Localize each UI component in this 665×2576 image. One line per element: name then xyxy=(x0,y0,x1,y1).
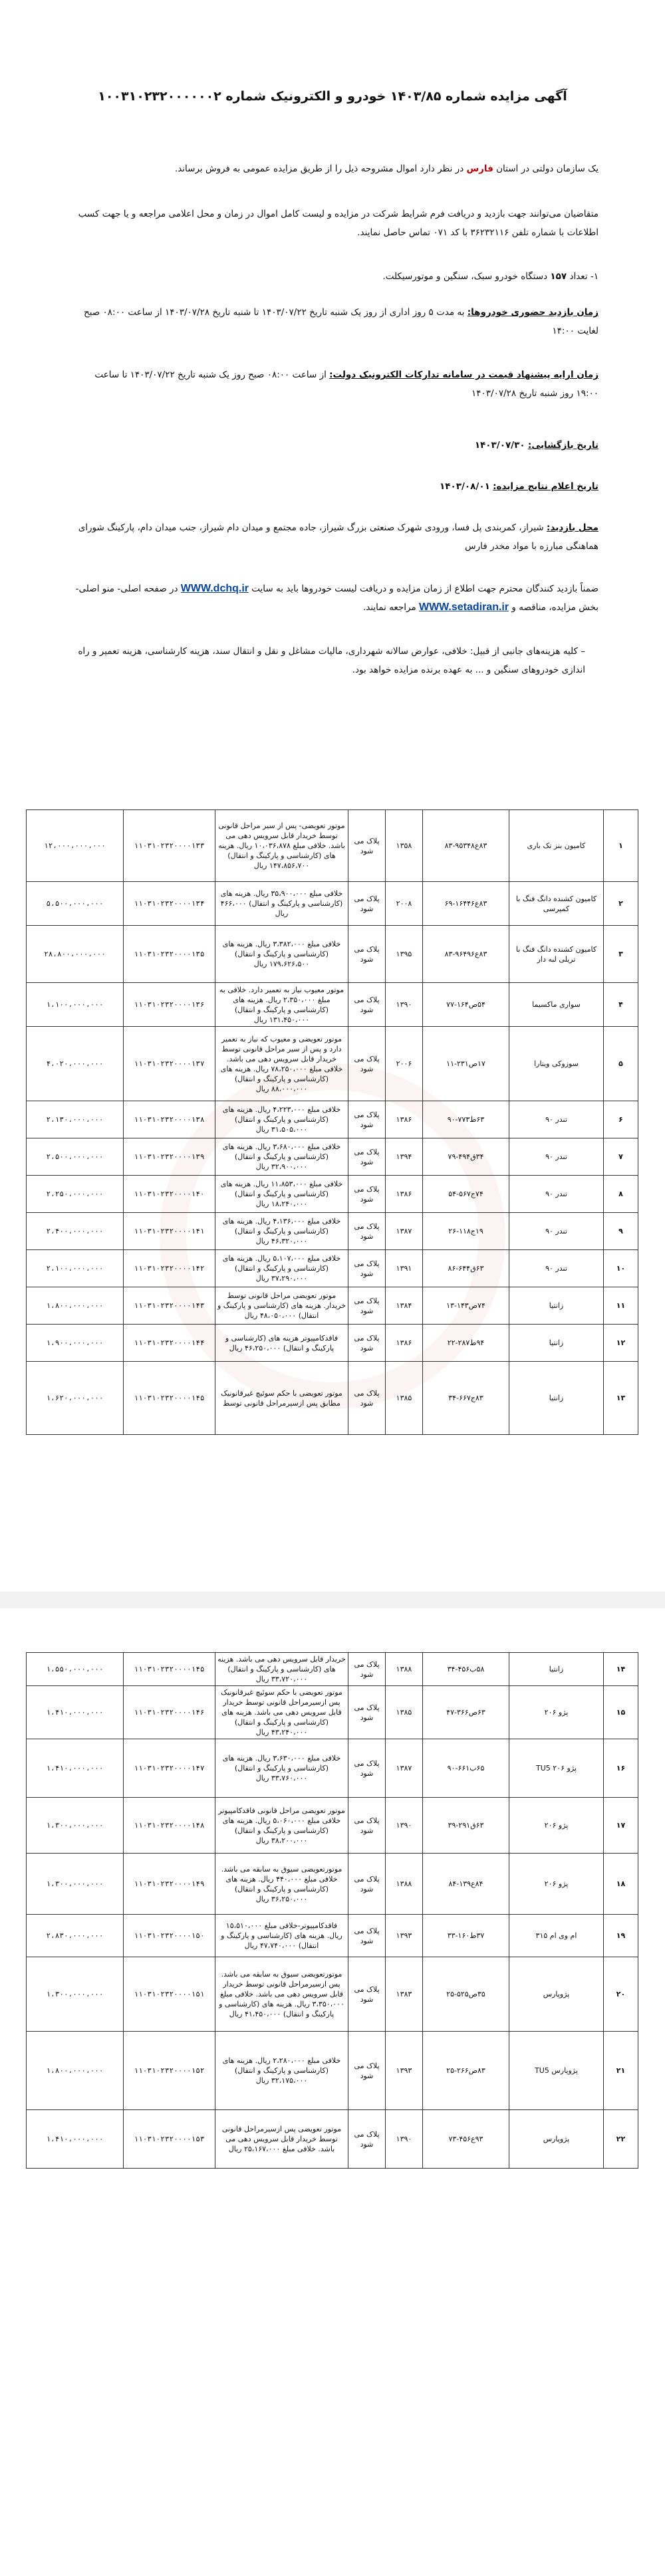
plate-status: پلاک می شود xyxy=(348,1739,386,1798)
vehicle-name: کامیون بنز تک باری xyxy=(509,810,604,882)
plate-status: پلاک می شود xyxy=(348,983,386,1027)
item-code: ۱۱۰۳۱۰۲۳۲۰۰۰۰۱۴۹ xyxy=(124,1854,215,1915)
vehicle-description: موتور تعویضی و معیوب که نیاز به تعمیر دارد و پس از سیر مراحل قانونی توسط خریدار قابل سرویس دهی می باشد. خلافی مبلغ ۷۸،۲۵۰،۰۰۰ ریال. هزینه های (کارشناسی و پارکینگ و انتقال) ۸۸،۰۰۰،۰۰۰ ریال xyxy=(215,1027,348,1101)
item-code: ۱۱۰۳۱۰۲۳۲۰۰۰۰۱۴۵ xyxy=(124,1653,215,1686)
vehicle-description: موتور تعویضی مراحل قانونی فاقدکامپیوتر خلافی مبلغ ۵،۰۶۰،۰۰۰ ریال. هزینه های (کارشناسی و پارکینگ و انتقال) ۳۸،۲۰۰،۰۰۰ ریال xyxy=(215,1798,348,1854)
visit-location-label: محل بازدید: xyxy=(547,522,598,533)
row-number: ۱۸ xyxy=(604,1854,638,1915)
row-number: ۹ xyxy=(604,1213,638,1250)
vehicle-description: خلافی مبلغ ۳،۳۸۲،۰۰۰ ریال. هزینه های (کارشناسی و پارکینگ و انتقال) ۱۷۹،۶۲۶،۵۰۰ ریال xyxy=(215,926,348,983)
table-row xyxy=(27,1686,638,1739)
plate-status: پلاک می شود xyxy=(348,2110,386,2169)
row-number: ۶ xyxy=(604,1101,638,1138)
plate-status: پلاک می شود xyxy=(348,1325,386,1362)
model-year: ۱۳۸۶ xyxy=(386,1101,423,1138)
plate-number: ۶۳ص۳۶۶-۴۷ xyxy=(423,1686,509,1739)
table-row xyxy=(27,1138,638,1176)
table-row xyxy=(27,1362,638,1435)
vehicle-description: موتور معیوب نیاز به تعمیر دارد. خلافی به مبلغ ۲،۳۵۰،۰۰۰ ریال. هزینه های (کارشناسی و پارکینگ و انتقال) ۱۳۱،۴۵۰،۰۰۰ ریال xyxy=(215,983,348,1027)
opening-date xyxy=(73,436,598,455)
vehicle-name: زانتیا xyxy=(509,1653,604,1686)
opening-date-value: ۱۴۰۳/۰۷/۳۰ xyxy=(474,440,525,451)
vehicle-description: خلافی مبلغ ۴،۲۲۳،۰۰۰ ریال. هزینه های (کارشناسی و پارکینگ و انتقال) ۳۱،۵۰۵،۰۰۰ ریال xyxy=(215,1101,348,1138)
page-2 xyxy=(0,1608,665,2576)
model-year: ۱۳۹۰ xyxy=(386,2110,423,2169)
plate-number: ۸۳ع۹۵۳۴۸-۸۳ xyxy=(423,810,509,882)
vehicle-name: پژو ۲۰۶ TU5 xyxy=(509,1739,604,1798)
table-row xyxy=(27,1287,638,1325)
row-number: ۱۹ xyxy=(604,1915,638,1957)
table-row xyxy=(27,1101,638,1138)
table-row xyxy=(27,1957,638,2032)
plate-status: پلاک می شود xyxy=(348,1686,386,1739)
vehicle-name: زانتیا xyxy=(509,1362,604,1435)
vehicle-name: کامیون کشنده دانگ فنگ با کمپرسی xyxy=(509,882,604,926)
vehicle-description: خلافی مبلغ ۳،۶۸۰،۰۰۰ ریال. هزینه های (کارشناسی و پارکینگ و انتقال) ۳۲،۹۰۰،۰۰۰ ریال xyxy=(215,1138,348,1176)
base-price: ۱،۵۵۰،۰۰۰،۰۰۰ xyxy=(27,1653,124,1686)
page-title: آگهی مزایده شماره ۱۴۰۳/۸۵ خودرو و الکترونیک شماره ۱۰۰۳۱۰۲۳۲۰۰۰۰۰۰۲ xyxy=(98,89,567,104)
item-code: ۱۱۰۳۱۰۲۳۲۰۰۰۰۱۴۳ xyxy=(124,1287,215,1325)
model-year: ۱۳۸۷ xyxy=(386,1213,423,1250)
item-code: ۱۱۰۳۱۰۲۳۲۰۰۰۰۱۴۸ xyxy=(124,1798,215,1854)
website-note xyxy=(73,580,598,617)
base-price: ۲،۱۰۰،۰۰۰،۰۰۰ xyxy=(27,1250,124,1287)
table-row xyxy=(27,1653,638,1686)
offer-time-label: زمان ارایه پیشنهاد قیمت در سامانه تدارکات الکترونیک دولت: xyxy=(329,370,598,380)
plate-number: ۸۳ع۱۶۴۴۶-۶۹ xyxy=(423,882,509,926)
vehicle-description: موتور تعویضی- پس از سیر مراحل قانونی توسط خریدار قابل سرویس دهی می باشد. خلافی مبلغ ۱۰،۰۳۶،۸۷۸ ریال. هزینه های (کارشناسی و پارکینگ و انتقال) ۱۴۷،۸۵۶،۷۰۰ ریال xyxy=(215,810,348,882)
item-code: ۱۱۰۳۱۰۲۳۲۰۰۰۰۱۵۱ xyxy=(124,1957,215,2032)
model-year: ۱۳۵۸ xyxy=(386,810,423,882)
visit-time-label: زمان بازدید حضوری خودروها: xyxy=(467,307,598,318)
plate-status: پلاک می شود xyxy=(348,1027,386,1101)
website-note-pre: ضمناً بازدید کنندگان محترم جهت اطلاع از زمان مزایده و دریافت لیست خودروها باید به سایت xyxy=(251,584,598,594)
bullet-dash-icon: – xyxy=(577,646,585,657)
item-code: ۱۱۰۳۱۰۲۳۲۰۰۰۰۱۴۶ xyxy=(124,1686,215,1739)
plate-number: ۵۴ص۱۶۴-۷۷ xyxy=(423,983,509,1027)
vehicle-name: تندر ۹۰ xyxy=(509,1176,604,1213)
row-number: ۴ xyxy=(604,983,638,1027)
province-name: فارس xyxy=(466,163,493,174)
vehicle-description: خلافی مبلغ ۲،۲۸۰،۰۰۰ ریال. هزینه های (کارشناسی و پارکینگ و انتقال) ۳۲،۱۷۵،۰۰۰ ریال xyxy=(215,2032,348,2110)
vehicle-description: خلافی مبلغ ۳،۶۳۰،۰۰۰ ریال. هزینه های (کارشناسی و پارکینگ و انتقال) ۳۳،۷۶۰،۰۰۰ ریال xyxy=(215,1739,348,1798)
base-price: ۱،۳۰۰،۰۰۰،۰۰۰ xyxy=(27,1854,124,1915)
row-number: ۱۴ xyxy=(604,1653,638,1686)
vehicles-table-1 xyxy=(26,809,638,1435)
setadiran-link[interactable]: WWW.setadiran.ir xyxy=(418,601,509,613)
base-price: ۱،۴۱۰،۰۰۰،۰۰۰ xyxy=(27,1739,124,1798)
plate-status: پلاک می شود xyxy=(348,1138,386,1176)
base-price: ۱،۳۰۰،۰۰۰،۰۰۰ xyxy=(27,1798,124,1854)
model-year: ۱۳۹۰ xyxy=(386,983,423,1027)
base-price: ۱،۸۰۰،۰۰۰،۰۰۰ xyxy=(27,1287,124,1325)
row-number: ۱۱ xyxy=(604,1287,638,1325)
plate-status: پلاک می شود xyxy=(348,1362,386,1435)
vehicle-description: خلافی مبلغ ۵،۱۰۷،۰۰۰ ریال. هزینه های (کارشناسی و پارکینگ و انتقال) ۳۷،۲۹۰،۰۰۰ ریال xyxy=(215,1250,348,1287)
row-number: ۲۲ xyxy=(604,2110,638,2169)
vehicle-name: پژو ۲۰۶ xyxy=(509,1798,604,1854)
vehicle-name: پژوپارس xyxy=(509,2110,604,2169)
model-year: ۱۳۹۰ xyxy=(386,1798,423,1854)
row-number: ۳ xyxy=(604,926,638,983)
row-number: ۱۶ xyxy=(604,1739,638,1798)
table-row xyxy=(27,2032,638,2110)
plate-number: ۳۵ص۵۲۵-۲۵ xyxy=(423,1957,509,2032)
item-code: ۱۱۰۳۱۰۲۳۲۰۰۰۰۱۳۷ xyxy=(124,1027,215,1101)
plate-number: ۷۴ص۱۴۳-۱۳ xyxy=(423,1287,509,1325)
row-number: ۲۰ xyxy=(604,1957,638,2032)
costs-note xyxy=(73,642,585,679)
plate-status: پلاک می شود xyxy=(348,1176,386,1213)
model-year: ۱۳۸۸ xyxy=(386,1653,423,1686)
model-year: ۱۳۹۴ xyxy=(386,1138,423,1176)
item-code: ۱۱۰۳۱۰۲۳۲۰۰۰۰۱۳۸ xyxy=(124,1101,215,1138)
item-count-post: دستگاه خودرو سبک، سنگین و موتورسیکلت. xyxy=(382,271,548,282)
visit-location-text: شیراز، کمربندی پل فسا، ورودی شهرک صنعتی بزرگ شیراز، جاده مجتمع و میدان دام شیراز، جنب میدان دام، پارکینگ شورای هماهنگی مبارزه با مواد مخدر فارس xyxy=(78,522,598,552)
plate-number: ۹۳ع۴۵۶-۷۳ xyxy=(423,2110,509,2169)
vehicle-description: فاقدکامپیوتر هزینه های (کارشناسی و پارکینگ و انتقال) ۴۶،۲۵۰،۰۰۰ ریال xyxy=(215,1325,348,1362)
base-price: ۲،۵۰۰،۰۰۰،۰۰۰ xyxy=(27,1138,124,1176)
item-code: ۱۱۰۳۱۰۲۳۲۰۰۰۰۱۵۰ xyxy=(124,1915,215,1957)
website-note-post: مراجعه نمایند. xyxy=(362,602,416,613)
row-number: ۱۰ xyxy=(604,1250,638,1287)
plate-number: ۷۴ج۵۶۷-۵۴ xyxy=(423,1176,509,1213)
table-row xyxy=(27,1325,638,1362)
base-price: ۲،۲۵۰،۰۰۰،۰۰۰ xyxy=(27,1176,124,1213)
base-price: ۱،۸۰۰،۰۰۰،۰۰۰ xyxy=(27,2032,124,2110)
table-row xyxy=(27,1176,638,1213)
item-code: ۱۱۰۳۱۰۲۳۲۰۰۰۰۱۴۴ xyxy=(124,1325,215,1362)
plate-status: پلاک می شود xyxy=(348,2032,386,2110)
intro-paragraph-2: متقاضیان می‌توانند جهت بازدید و دریافت فرم شرایط شرکت در مزایده و لیست کامل اموال در زمان و محل اعلامی مراجعه و یا جهت کسب اطلاعات با شماره تلفن ۳۶۲۳۲۱۱۶ با کد ۰۷۱ تماس حاصل نمایند. xyxy=(78,209,598,238)
result-date-value: ۱۴۰۳/۰۸/۰۱ xyxy=(440,481,490,492)
opening-date-label: تاریخ بازگشایی: xyxy=(527,440,598,451)
item-code: ۱۱۰۳۱۰۲۳۲۰۰۰۰۱۴۱ xyxy=(124,1213,215,1250)
row-number: ۱۷ xyxy=(604,1798,638,1854)
model-year: ۱۳۸۶ xyxy=(386,1325,423,1362)
intro-text-pre: یک سازمان دولتی در استان xyxy=(496,163,598,174)
base-price: ۱،۶۲۰،۰۰۰،۰۰۰ xyxy=(27,1362,124,1435)
vehicle-name: تندر ۹۰ xyxy=(509,1138,604,1176)
item-code: ۱۱۰۳۱۰۲۳۲۰۰۰۰۱۴۲ xyxy=(124,1250,215,1287)
row-number: ۲۱ xyxy=(604,2032,638,2110)
offer-time-text: از ساعت ۰۸:۰۰ صبح روز یک شنبه تاریخ ۱۴۰۳/۰۷/۲۲ تا ساعت ۱۹:۰۰ روز شنبه تاریخ ۱۴۰۳/۰۷/۲۸ xyxy=(94,370,598,399)
vehicle-description: فاقدکامپیوتر-خلافی مبلغ ۱۵،۵۱۰،۰۰۰ ریال. هزینه های (کارشناسی و پارکینگ و انتقال) ۴۷،۷۴۰،۰۰۰ ریال xyxy=(215,1915,348,1957)
vehicle-description: خلافی مبلغ ۳۵،۹۰۰،۰۰۰ ریال. هزینه های (کارشناسی و پارکینگ و انتقال) ۴۶۶،۰۰۰ ریال xyxy=(215,882,348,926)
table-row xyxy=(27,983,638,1027)
vehicles-table-2 xyxy=(26,1652,638,2169)
table-row xyxy=(27,926,638,983)
table-row xyxy=(27,1027,638,1101)
vehicle-name: تندر ۹۰ xyxy=(509,1213,604,1250)
model-year: ۱۳۹۳ xyxy=(386,2032,423,2110)
dchq-link[interactable]: WWW.dchq.ir xyxy=(180,583,249,594)
plate-status: پلاک می شود xyxy=(348,926,386,983)
intro-paragraph-1 xyxy=(73,160,598,178)
base-price: ۲،۸۳۰،۰۰۰،۰۰۰ xyxy=(27,1915,124,1957)
base-price: ۲،۱۳۰،۰۰۰،۰۰۰ xyxy=(27,1101,124,1138)
vehicle-description: موتور تعویضی مراحل قانونی توسط خریدار. هزینه های (کارشناسی و پارکینگ و انتقال) ۴۸،۰۵۰،۰۰۰ ریال xyxy=(215,1287,348,1325)
base-price: ۱۲،۰۰۰،۰۰۰،۰۰۰ xyxy=(27,810,124,882)
offer-time xyxy=(73,366,598,403)
base-price: ۱،۴۱۰،۰۰۰،۰۰۰ xyxy=(27,2110,124,2169)
item-code: ۱۱۰۳۱۰۲۳۲۰۰۰۰۱۴۰ xyxy=(124,1176,215,1213)
base-price: ۲،۴۰۰،۰۰۰،۰۰۰ xyxy=(27,1213,124,1250)
base-price: ۱،۴۱۰،۰۰۰،۰۰۰ xyxy=(27,1686,124,1739)
row-number: ۱ xyxy=(604,810,638,882)
plate-number: ۳۷ط۱۶۰-۳۳ xyxy=(423,1915,509,1957)
costs-note-text: کلیه هزینه‌های جانبی از قبیل: خلافی، عوارض سالانه شهرداری، مالیات مشاغل و نقل و انتقال سند، هزینه کارشناسی، هزینه تعمیر و راه اندازی خودروهای سنگین و ... به عهده برنده مزایده خواهد بود. xyxy=(78,646,585,675)
vehicle-description: موتور تعویضی با حکم سوئیچ غیرقانونیک پس ازسیرمراحل قانونی توسط خریدار قابل سرویس دهی می باشد. هزینه های (کارشناسی و پارکینگ و انتقال) ۴۳،۲۴۰،۰۰۰ ریال xyxy=(215,1686,348,1739)
item-count-line xyxy=(73,267,598,286)
plate-number: ۵۸ب۴۵۶-۳۴ xyxy=(423,1653,509,1686)
vehicle-description: موتور تعویضی پس ازسیرمراحل قانونی توسط خریدار قابل سرویس دهی می باشد. خلافی مبلغ ۲۵،۱۶۷،۰۰۰ ریال xyxy=(215,2110,348,2169)
vehicle-description: خلافی مبلغ ۱۱،۸۵۳،۰۰۰ ریال. هزینه های (کارشناسی و پارکینگ و انتقال) ۱۸،۲۴۰،۰۰۰ ریال xyxy=(215,1176,348,1213)
plate-status: پلاک می شود xyxy=(348,810,386,882)
model-year: ۱۳۸۸ xyxy=(386,1854,423,1915)
plate-number: ۸۴ع۱۳۹-۸۴ xyxy=(423,1854,509,1915)
base-price: ۴،۰۲۰،۰۰۰،۰۰۰ xyxy=(27,1027,124,1101)
table-row xyxy=(27,1854,638,1915)
base-price: ۱،۳۰۰،۰۰۰،۰۰۰ xyxy=(27,1957,124,2032)
model-year: ۱۳۸۶ xyxy=(386,1176,423,1213)
item-code: ۱۱۰۳۱۰۲۳۲۰۰۰۰۱۳۳ xyxy=(124,810,215,882)
plate-number: ۳۴ق۴۹۴-۷۹ xyxy=(423,1138,509,1176)
plate-number: ۶۳ط۷۷۳-۹۰ xyxy=(423,1101,509,1138)
item-count-pre: ۱- تعداد xyxy=(569,271,598,282)
model-year: ۱۳۹۱ xyxy=(386,1250,423,1287)
visit-location xyxy=(73,518,598,556)
base-price: ۱،۹۰۰،۰۰۰،۰۰۰ xyxy=(27,1325,124,1362)
plate-status: پلاک می شود xyxy=(348,1854,386,1915)
visit-time xyxy=(73,303,598,340)
vehicle-name: سوزوکی ویتارا xyxy=(509,1027,604,1101)
vehicle-name: کامیون کشنده دانگ فنگ با تریلی لبه دار xyxy=(509,926,604,983)
intro-text-post: در نظر دارد اموال مشروحه ذیل را از طریق مزایده عمومی به فروش برساند. xyxy=(174,163,464,174)
row-number: ۵ xyxy=(604,1027,638,1101)
base-price: ۲۸،۸۰۰،۰۰۰،۰۰۰ xyxy=(27,926,124,983)
model-year: ۲۰۰۸ xyxy=(386,882,423,926)
row-number: ۲ xyxy=(604,882,638,926)
vehicle-name: زانتیا xyxy=(509,1287,604,1325)
row-number: ۱۲ xyxy=(604,1325,638,1362)
vehicle-name: پژوپارس xyxy=(509,1957,604,2032)
item-code: ۱۱۰۳۱۰۲۳۲۰۰۰۰۱۳۴ xyxy=(124,882,215,926)
item-code: ۱۱۰۳۱۰۲۳۲۰۰۰۰۱۴۵ xyxy=(124,1362,215,1435)
plate-number: ۸۳ع۹۶۴۹۶-۸۳ xyxy=(423,926,509,983)
result-date-label: تاریخ اعلام نتایج مزایده: xyxy=(493,481,598,492)
model-year: ۱۳۸۳ xyxy=(386,1957,423,2032)
item-code: ۱۱۰۳۱۰۲۳۲۰۰۰۰۱۵۲ xyxy=(124,2032,215,2110)
visit-time-text: به مدت ۵ روز اداری از روز یک شنبه تاریخ ۱۴۰۳/۰۷/۲۲ تا شنبه تاریخ ۱۴۰۳/۰۷/۲۸ از ساعت ۰۸:۰۰ صبح لغایت ۱۴:۰۰ xyxy=(84,307,598,336)
vehicle-description: خریدار قابل سرویس دهی می باشد. هزینه های (کارشناسی و پارکینگ و انتقال) ۳۳،۷۲۰،۰۰۰ ریال xyxy=(215,1653,348,1686)
vehicle-name: تندر ۹۰ xyxy=(509,1250,604,1287)
result-date xyxy=(73,477,598,496)
model-year: ۱۳۸۵ xyxy=(386,1362,423,1435)
plate-status: پلاک می شود xyxy=(348,1287,386,1325)
vehicle-description: موتور تعویضی با حکم سوئیچ غیرقانونیک مطابق پس ازسیرمراحل قانونی توسط xyxy=(215,1362,348,1435)
website-note-mid: در صفحه اصلی- منو اصلی- بخش مزایده، مناقصه و xyxy=(75,584,598,613)
item-code: ۱۱۰۳۱۰۲۳۲۰۰۰۰۱۳۵ xyxy=(124,926,215,983)
table-row xyxy=(27,882,638,926)
vehicle-description: موتورتعویضی سیوق به سابقه می باشد. پس ازسیرمراحل قانونی توسط خریدار قابل سرویس دهی می باشد. خلافی مبلغ ۳،۳۵۰،۰۰۰ ریال. هزینه های (کارشناسی و پارکینگ و انتقال) ۴۱،۴۵۰،۰۰۰ ریال xyxy=(215,1957,348,2032)
table-row xyxy=(27,1798,638,1854)
row-number: ۱۵ xyxy=(604,1686,638,1739)
table-row xyxy=(27,1915,638,1957)
model-year: ۱۳۸۵ xyxy=(386,1686,423,1739)
item-code: ۱۱۰۳۱۰۲۳۲۰۰۰۰۱۳۶ xyxy=(124,983,215,1027)
vehicle-name: پژو ۲۰۶ xyxy=(509,1854,604,1915)
plate-status: پلاک می شود xyxy=(348,1250,386,1287)
row-number: ۱۳ xyxy=(604,1362,638,1435)
plate-number: ۱۷ص۲۳۱-۱۱ xyxy=(423,1027,509,1101)
row-number: ۷ xyxy=(604,1138,638,1176)
plate-number: ۶۳ق۶۴۴-۸۶ xyxy=(423,1250,509,1287)
plate-number: ۹۴ط۲۸۷-۲۲ xyxy=(423,1325,509,1362)
vehicle-name: پژوپارس TU5 xyxy=(509,2032,604,2110)
plate-status: پلاک می شود xyxy=(348,1915,386,1957)
base-price: ۵،۵۰۰،۰۰۰،۰۰۰ xyxy=(27,882,124,926)
plate-number: ۶۳ق۲۹۱-۳۹ xyxy=(423,1798,509,1854)
plate-number: ۶۵ب۶۶۱-۹۰ xyxy=(423,1739,509,1798)
vehicle-description: خلافی مبلغ ۴،۱۳۶،۰۰۰ ریال. هزینه های (کارشناسی و پارکینگ و انتقال) ۴۶،۳۲۰،۰۰۰ ریال xyxy=(215,1213,348,1250)
plate-status: پلاک می شود xyxy=(348,1101,386,1138)
plate-status: پلاک می شود xyxy=(348,882,386,926)
table-row xyxy=(27,1739,638,1798)
item-code: ۱۱۰۳۱۰۲۳۲۰۰۰۰۱۵۳ xyxy=(124,2110,215,2169)
plate-number: ۱۹ج۱۱۸-۲۶ xyxy=(423,1213,509,1250)
item-count: ۱۵۷ xyxy=(550,271,567,282)
plate-status: پلاک می شود xyxy=(348,1957,386,2032)
plate-number: ۸۳ص۲۶۶-۲۵ xyxy=(423,2032,509,2110)
model-year: ۲۰۰۶ xyxy=(386,1027,423,1101)
table-row xyxy=(27,810,638,882)
item-code: ۱۱۰۳۱۰۲۳۲۰۰۰۰۱۳۹ xyxy=(124,1138,215,1176)
table-row xyxy=(27,1250,638,1287)
plate-status: پلاک می شود xyxy=(348,1798,386,1854)
row-number: ۸ xyxy=(604,1176,638,1213)
vehicle-name: تندر ۹۰ xyxy=(509,1101,604,1138)
model-year: ۱۳۸۴ xyxy=(386,1287,423,1325)
vehicle-name: ام وی ام ۳۱۵ xyxy=(509,1915,604,1957)
vehicle-name: سواری ماکسیما xyxy=(509,983,604,1027)
model-year: ۱۳۹۵ xyxy=(386,926,423,983)
base-price: ۱،۱۰۰،۰۰۰،۰۰۰ xyxy=(27,983,124,1027)
model-year: ۱۳۹۳ xyxy=(386,1915,423,1957)
table-row xyxy=(27,1213,638,1250)
plate-number: ۸۳ج۶۶۷-۳۴ xyxy=(423,1362,509,1435)
plate-status: پلاک می شود xyxy=(348,1653,386,1686)
item-code: ۱۱۰۳۱۰۲۳۲۰۰۰۰۱۴۷ xyxy=(124,1739,215,1798)
vehicle-name: پژو ۲۰۶ xyxy=(509,1686,604,1739)
model-year: ۱۳۸۷ xyxy=(386,1739,423,1798)
vehicle-description: موتورتعویضی سیوق به سابقه می باشد. خلافی مبلغ ۴۴۰،۰۰۰ ریال. هزینه های (کارشناسی و پارکینگ و انتقال) ۳۶،۲۵۰،۰۰۰ ریال xyxy=(215,1854,348,1915)
vehicle-name: زانتیا xyxy=(509,1325,604,1362)
plate-status: پلاک می شود xyxy=(348,1213,386,1250)
table-row xyxy=(27,2110,638,2169)
